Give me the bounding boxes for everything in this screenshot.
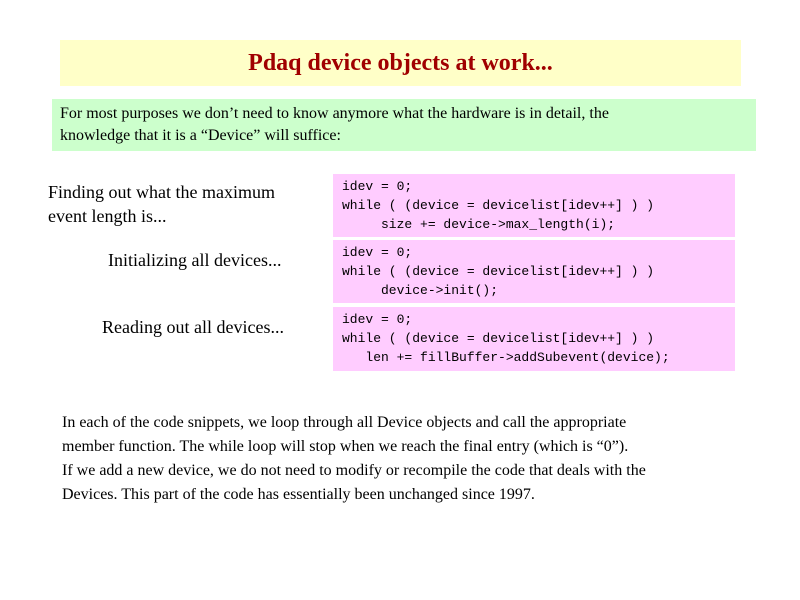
label-line: Initializing all devices...: [108, 250, 282, 270]
code-line: len += fillBuffer->addSubevent(device);: [342, 350, 670, 365]
code-snippet-init: [333, 240, 735, 303]
code-line: device->init();: [342, 283, 499, 298]
section-label-max-length: [48, 180, 275, 228]
code-line: size += device->max_length(i);: [342, 217, 616, 232]
intro-box: [52, 99, 756, 151]
section-label-init: [108, 248, 281, 272]
label-line: Reading out all devices...: [102, 317, 284, 337]
conclusion-line: Devices. This part of the code has essentially been unchanged since 1997.: [62, 486, 535, 503]
label-line: event length is...: [48, 206, 167, 226]
section-label-readout: [102, 315, 284, 339]
code-line: while ( (device = devicelist[idev++] ) ): [342, 198, 655, 213]
code-line: idev = 0;: [342, 179, 413, 194]
label-line: Finding out what the maximum: [48, 182, 275, 202]
code-snippet-readout: [333, 307, 735, 371]
code-line: while ( (device = devicelist[idev++] ) ): [342, 331, 655, 346]
slide-title: Pdaq device objects at work...: [248, 49, 553, 76]
code-line: while ( (device = devicelist[idev++] ) ): [342, 264, 655, 279]
intro-line: knowledge that it is a “Device” will suffice:: [60, 127, 341, 144]
code-line: idev = 0;: [342, 245, 413, 260]
slide-title-banner: [60, 40, 741, 86]
conclusion-line: If we add a new device, we do not need to modify or recompile the code that deals with the: [62, 462, 646, 479]
conclusion-line: In each of the code snippets, we loop through all Device objects and call the appropriate: [62, 414, 627, 431]
code-snippet-max-length: [333, 174, 735, 237]
conclusion-text: [62, 411, 762, 507]
code-line: idev = 0;: [342, 312, 413, 327]
intro-line: For most purposes we don’t need to know anymore what the hardware is in detail, the: [60, 105, 609, 122]
conclusion-line: member function. The while loop will stop when we reach the final entry (which is “0”).: [62, 438, 629, 455]
